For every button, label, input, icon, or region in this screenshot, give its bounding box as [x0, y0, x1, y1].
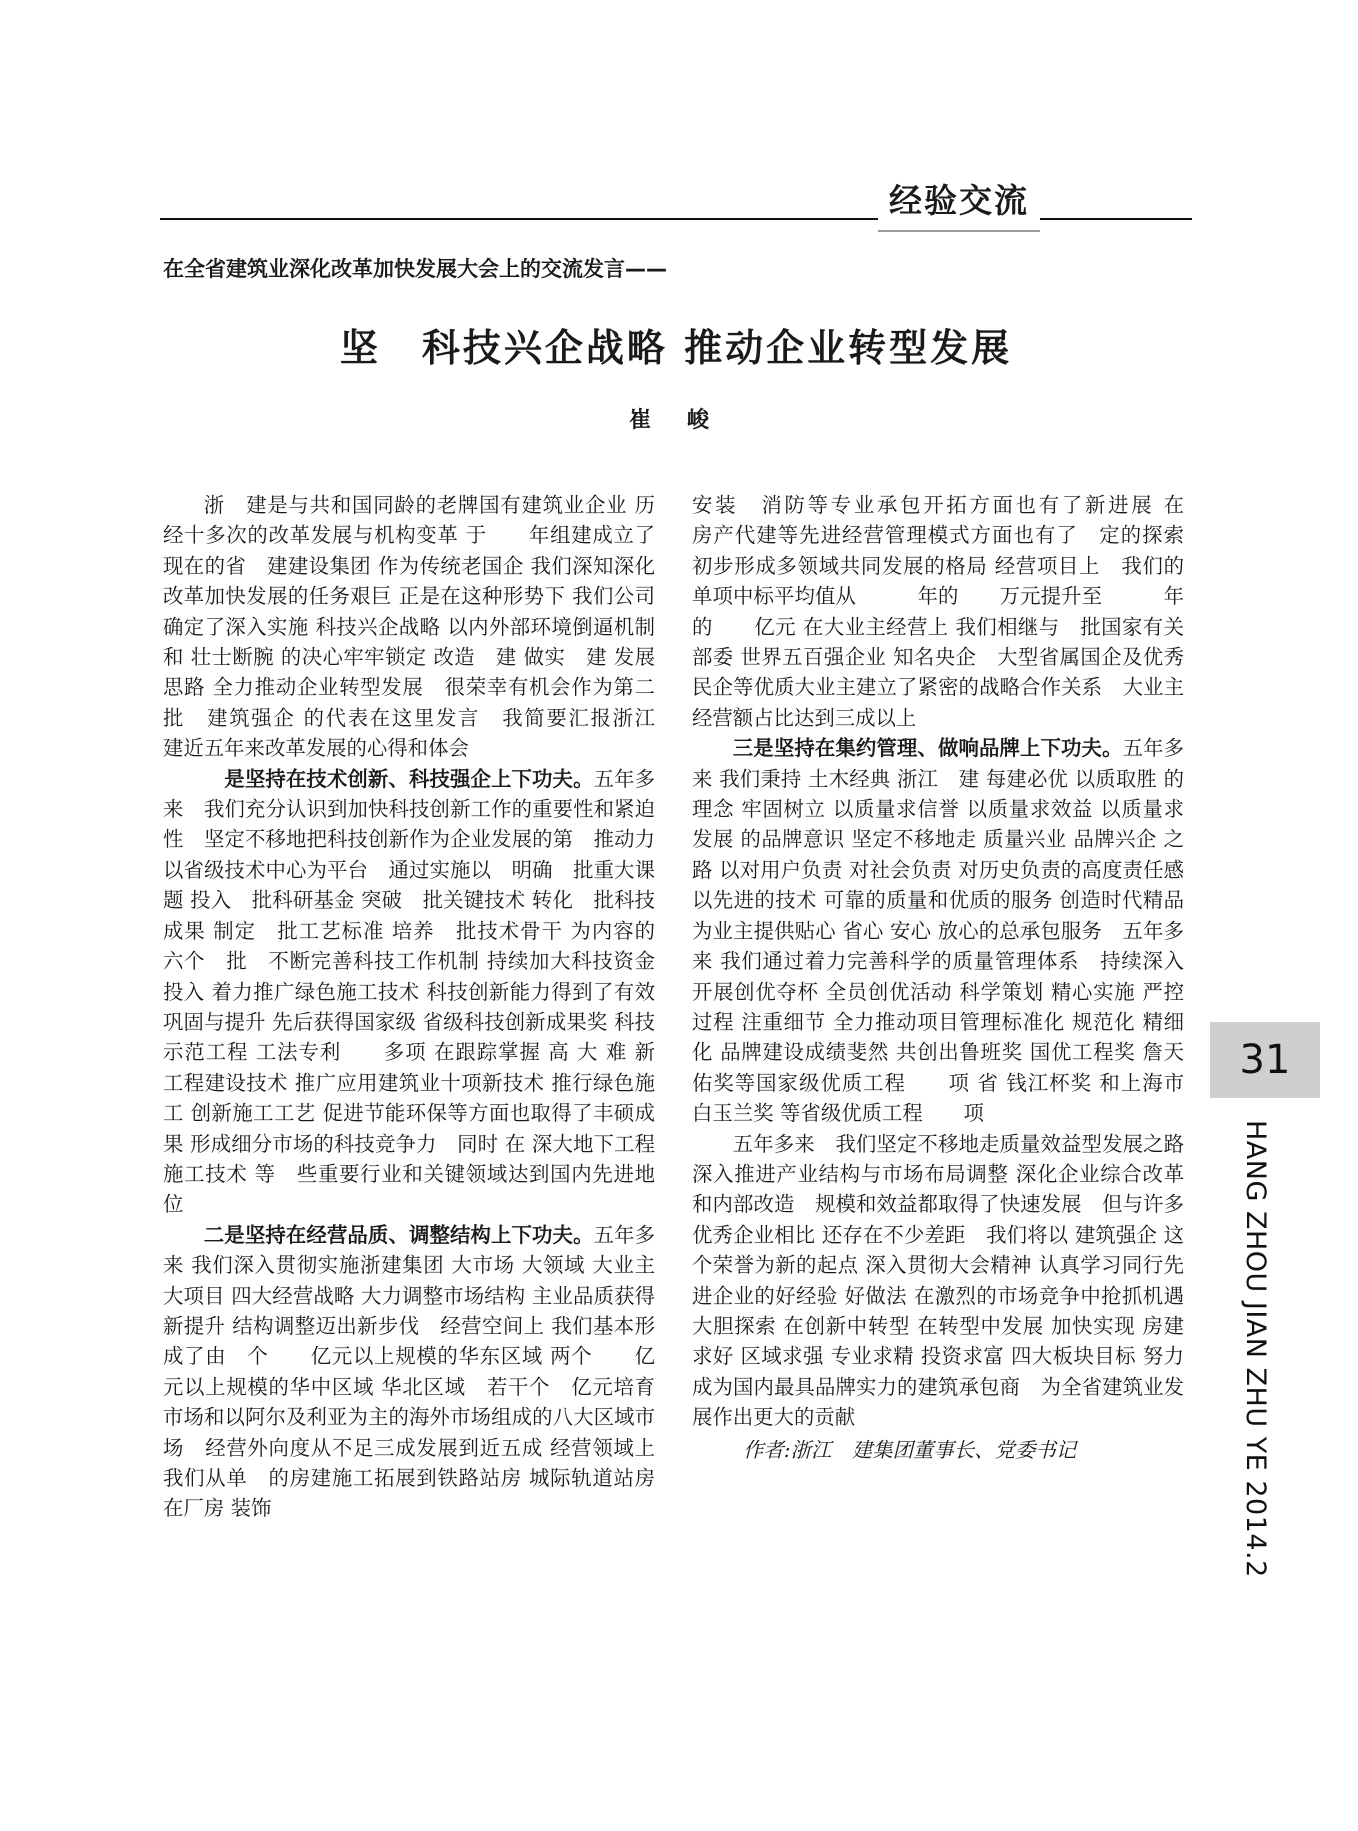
column-left: [163, 490, 676, 1730]
paragraph: 浙 建是与共和国同龄的老牌国有建筑业企业 历经十多次的改革发展与机构变革 于 年组建成立了现在的省 建建设集团 作为传统老国企 我们深知深化改革加快发展的任务艰巨 正是在这种形势下 我们公司确定了深入实施 科技兴企战略 以内外部环境倒逼机制和 壮士断腕 的决心牢牢锁定 改造 建 做实 建 发展思路 全力推动企业转型发展 很荣幸有机会作为第二批 建筑强企 的代表在这里发言 我简要汇报浙江 建近五年来改革发展的心得和体会: [163, 493, 676, 761]
page-number: 31: [1210, 1022, 1320, 1098]
section-name: 经验交流: [878, 178, 1040, 232]
author-note: 作者:浙江 建集团董事长、党委书记: [743, 1437, 1077, 1462]
kicker: 在全省建筑业深化改革加快发展大会上的交流发言——: [163, 257, 667, 281]
article-title: 坚 科技兴企战略 推动企业转型发展: [339, 326, 1013, 370]
article-author: 崔 峻: [629, 408, 723, 433]
paragraph: 安装 消防等专业承包开拓方面也有了新进展 在 房产代建等先进经营管理模式方面也有了 定的探索 初步形成多领域共同发展的格局 经营项目上 我们的单项中标平均值从 年的 万元提升至 年的 亿元 在大业主经营上 我们相继与 批国家有关部委 世界五百强企业 知名央企 大型省属国企及优秀民企等优质大业主建立了紧密的战略合作关系 大业主经营额占比达到三成以上: [692, 493, 1225, 730]
section-rule-right: [1040, 218, 1192, 220]
paragraph-lead: 三是坚持在集约管理、做响品牌上下功夫。: [732, 736, 1123, 761]
paragraph-lead: 是坚持在技术创新、科技强企上下功夫。: [203, 766, 594, 791]
column-right: [692, 490, 1225, 1730]
section-rule-left: [160, 218, 878, 220]
paragraph: 是坚持在技术创新、科技强企上下功夫。五年多来 我们充分认识到加快科技创新工作的重要性和紧迫性 坚定不移地把科技创新作为企业发展的第 推动力 以省级技术中心为平台 通过实施以 明确 批重大课题 投入 批科研基金 突破 批关键技术 转化 批科技成果 制定 批工艺标准 培养 批技术骨干 为内容的 六个 批 不断完善科技工作机制 持续加大科技资金投入 着力推广绿色施工技术 科技创新能力得到了有效巩固与提升 先后获得国家级 省级科技创新成果奖 科技示范工程 工法专利 多项 在跟踪掌握 高 大 难 新 工程建设技术 推广应用建筑业十项新技术 推行绿色施工 创新施工工艺 促进节能环保等方面也取得了丰硕成果 形成细分市场的科技竞争力 同时 在 深大地下工程施工技术 等 些重要行业和关键领域达到国内先进地位: [163, 766, 676, 1217]
journal-name: HANG ZHOU JIAN ZHU YE 2014.2: [1240, 1120, 1271, 1578]
paragraph: 二是坚持在经营品质、调整结构上下功夫。五年多来 我们深入贯彻实施浙建集团 大市场 大领域 大业主 大项目 四大经营战略 大力调整市场结构 主业品质获得新提升 结构调整迈出新步伐 经营空间上 我们基本形成了由 个 亿元以上规模的华东区域 两个 亿元以上规模的华中区域 华北区域 若干个 亿元培育市场和以阿尔及利亚为主的海外市场组成的八大区域市场 经营外向度从不足三成发展到近五成 经营领域上 我们从单 的房建施工拓展到铁路站房 城际轨道站房 在厂房 装饰: [163, 1222, 655, 1521]
paragraph-lead: 二是坚持在经营品质、调整结构上下功夫。: [203, 1222, 594, 1247]
paragraph: 五年多来 我们坚定不移地走质量效益型发展之路 深入推进产业结构与市场布局调整 深化企业综合改革和内部改造 规模和效益都取得了快速发展 但与许多优秀企业相比 还存在不少差距 我们将以 建筑强企 这个荣誉为新的起点 深入贯彻大会精神 认真学习同行先进企业的好经验 好做法 在激烈的市场竞争中抢抓机遇 大胆探索 在创新中转型 在转型中发展 加快实现 房建求好 区域求强 专业求精 投资求富 四大板块目标 努力成为国内最具品牌实力的建筑承包商 为全省建筑业发展作出更大的贡献: [692, 1131, 1184, 1430]
paragraph: 三是坚持在集约管理、做响品牌上下功夫。五年多来 我们秉持 土木经典 浙江 建 每建必优 以质取胜 的理念 牢固树立 以质量求信誉 以质量求效益 以质量求发展 的品牌意识 坚定不移地走 质量兴业 品牌兴企 之路 以对用户负责 对社会负责 对历史负责的高度责任感 以先进的技术 可靠的质量和优质的服务 创造时代精品 为业主提供贴心 省心 安心 放心的总承包服务 五年多来 我们通过着力完善科学的质量管理体系 持续深入开展创优夺杯 全员创优活动 科学策划 精心实施 严控过程 注重细节 全力推动项目管理标准化 规范化 精细化 品牌建设成绩斐然 共创出鲁班奖 国优工程奖 詹天佑奖等国家级优质工程 项 省 钱江杯奖 和上海市 白玉兰奖 等省级优质工程 项: [692, 736, 1184, 1126]
